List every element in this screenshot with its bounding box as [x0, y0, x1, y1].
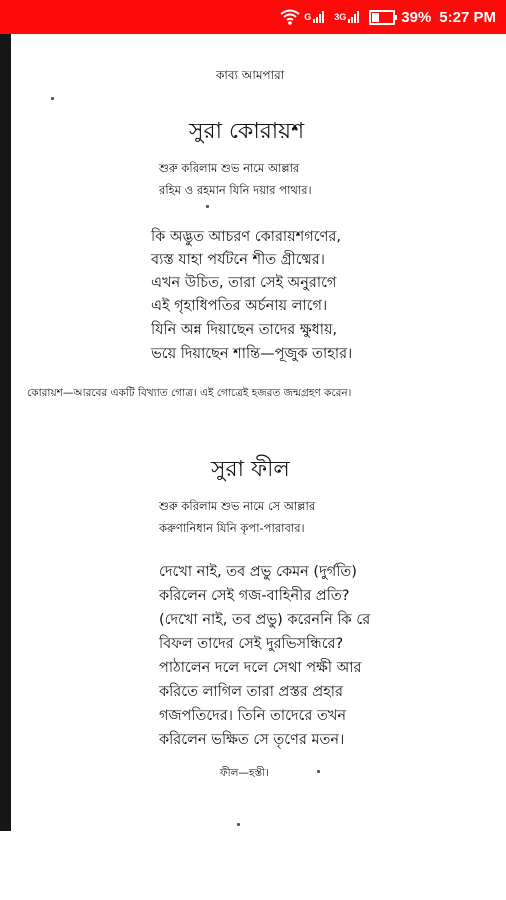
sura1-verse: ভয়ে দিয়াছেন শান্তি—পূজুক তাহার। [151, 346, 353, 362]
sura2-footnote: ফীল—হস্তী। [220, 767, 269, 779]
signal-icon [313, 11, 324, 23]
page-header: কাব্য আমপারা [216, 68, 285, 82]
sura1-verse: যিনি অন্ন দিয়াছেন তাদের ক্ষুধায়, [151, 322, 338, 338]
sura2-verse: পাঠালেন দলে দলে সেথা পক্ষী আর [159, 660, 362, 676]
sura1-verse: ব্যস্ত যাহা পর্যটনে শীত গ্রীষ্মের। [151, 252, 325, 268]
sura1-verse: কি অদ্ভুত আচরণ কোরায়শগণের, [151, 229, 341, 245]
clock: 5:27 PM [439, 8, 496, 26]
sura2-verse: দেখো নাই, তব প্রভু কেমন (দুর্গতি) [159, 564, 357, 580]
status-icons [280, 0, 496, 34]
document-page[interactable] [11, 34, 506, 831]
sura2-verse: বিফল তাদের সেই দুরভিসন্ধিরে? [159, 636, 344, 652]
sura2-verse: (দেখো নাই, তব প্রভু) করেননি কি রে [159, 612, 371, 628]
sim1-label: G [304, 12, 312, 22]
sura2-verse: করিলেন সেই গজ-বাহিনীর প্রতি? [159, 588, 350, 604]
sura1-title: সুরা কোরায়শ [189, 119, 305, 144]
signal-icon [348, 11, 359, 23]
empty-area [0, 831, 506, 900]
sura1-verse: এখন উচিত, তারা সেই অনুরাগে [151, 275, 337, 291]
sura2-title: সুরা ফীল [211, 457, 290, 482]
sim2-signal [334, 11, 359, 23]
battery-text: 39% [401, 8, 432, 26]
scan-speck [51, 97, 54, 100]
battery-icon [369, 10, 397, 25]
sura2-verse: গজপতিদের। তিনি তাদেরে তখন [159, 708, 346, 724]
scan-speck [317, 770, 320, 773]
status-bar [0, 0, 506, 34]
sura1-intro-line: শুরু করিলাম শুভ নামে আল্লার [159, 161, 300, 175]
left-edge-bar [0, 34, 11, 831]
sura1-intro-line: রহিম ও রহমান যিনি দয়ার পাথার। [159, 183, 312, 197]
sura2-verse: করিলেন ভক্ষিত সে তৃণের মতন। [159, 732, 345, 748]
sura1-verse: এই গৃহাধিপতির অর্চনায় লাগে। [151, 298, 328, 314]
sura1-footnote: কোরায়শ—আরবের একটি বিখ্যাত গোত্র। এই গোত্রেই হজরত জন্মগ্রহণ করেন। [27, 387, 352, 399]
sura2-verse: করিতে লাগিল তারা প্রস্তর প্রহার [159, 684, 343, 700]
scan-speck [206, 205, 209, 208]
sim2-label: 3G [334, 12, 347, 22]
sura2-intro-line: করুণানিধান যিনি কৃপা-পারাবার। [159, 521, 305, 535]
sim1-signal [304, 11, 324, 23]
scan-speck [237, 823, 240, 826]
wifi-icon [280, 9, 300, 25]
sura2-intro-line: শুরু করিলাম শুভ নামে সে আল্লার [159, 499, 316, 513]
